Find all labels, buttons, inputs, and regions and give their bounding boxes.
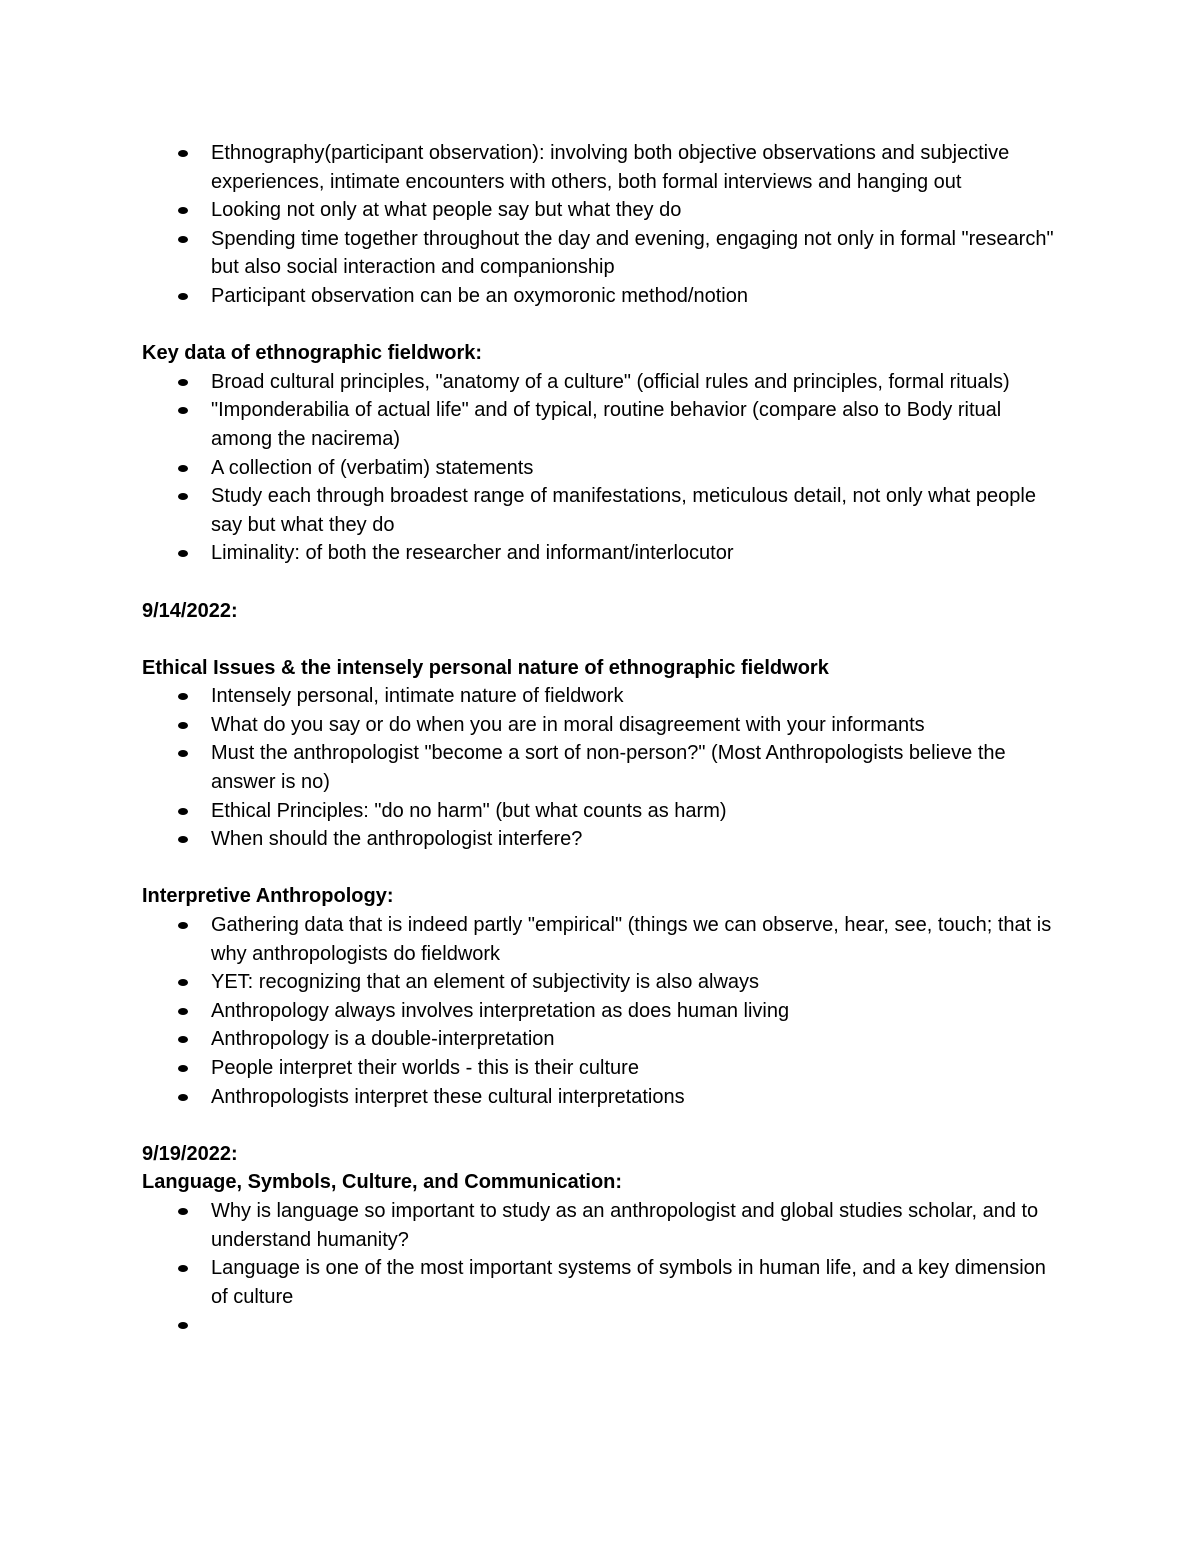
blank-line [142, 854, 1062, 883]
blank-line [142, 625, 1062, 654]
list-item: Anthropologists interpret these cultural interpretations [142, 1083, 1062, 1112]
blank-line [142, 1111, 1062, 1140]
section-heading: Key data of ethnographic fieldwork: [142, 342, 483, 365]
list-item: YET: recognizing that an element of subjectivity is also always [142, 968, 1062, 997]
blank-line [142, 568, 1062, 597]
list-item: "Imponderabilia of actual life" and of typical, routine behavior (compare also to Body ritual among the nacirema) [142, 396, 1062, 453]
date-heading: 9/14/2022: [142, 599, 238, 622]
bullet-icon [178, 150, 188, 157]
list-item [142, 1311, 1062, 1340]
bullet-icon [178, 979, 188, 986]
list-item: Gathering data that is indeed partly "empirical" (things we can observe, hear, see, touch; that is why anthropologists do fieldwork [142, 911, 1062, 968]
section-heading: Language, Symbols, Culture, and Communication: [142, 1171, 623, 1194]
section-language [142, 1140, 1062, 1340]
bullet-list [142, 1197, 1062, 1340]
section-heading: Ethical Issues & the intensely personal nature of ethnographic fieldwork [142, 656, 829, 679]
section-ethnography [142, 139, 1062, 311]
bullet-icon [178, 1008, 188, 1015]
date-heading: 9/19/2022: [142, 1142, 238, 1165]
section-key-data [142, 339, 1062, 568]
list-item: Liminality: of both the researcher and informant/interlocutor [142, 539, 1062, 568]
bullet-icon [178, 1322, 188, 1329]
bullet-icon [178, 293, 188, 300]
bullet-list [142, 139, 1062, 311]
bullet-icon [178, 236, 188, 243]
bullet-icon [178, 808, 188, 815]
section-heading: Interpretive Anthropology: [142, 885, 394, 908]
list-item: Spending time together throughout the day and evening, engaging not only in formal "research" but also social interaction and companionship [142, 225, 1062, 282]
list-item: Looking not only at what people say but what they do [142, 196, 1062, 225]
bullet-list [142, 368, 1062, 568]
list-item: Ethical Principles: "do no harm" (but what counts as harm) [142, 797, 1062, 826]
list-item: Broad cultural principles, "anatomy of a culture" (official rules and principles, formal rituals) [142, 368, 1062, 397]
bullet-icon [178, 722, 188, 729]
list-item: A collection of (verbatim) statements [142, 454, 1062, 483]
bullet-icon [178, 836, 188, 843]
section-interpretive-anthropology [142, 882, 1062, 1111]
bullet-icon [178, 550, 188, 557]
bullet-icon [178, 379, 188, 386]
bullet-icon [178, 693, 188, 700]
blank-line [142, 311, 1062, 340]
bullet-icon [178, 407, 188, 414]
bullet-icon [178, 1265, 188, 1272]
bullet-icon [178, 1036, 188, 1043]
list-item: Why is language so important to study as an anthropologist and global studies scholar, and to understand humanity? [142, 1197, 1062, 1254]
list-item: Anthropology is a double-interpretation [142, 1025, 1062, 1054]
bullet-icon [178, 1065, 188, 1072]
list-item: Anthropology always involves interpretation as does human living [142, 997, 1062, 1026]
bullet-icon [178, 750, 188, 757]
bullet-icon [178, 493, 188, 500]
bullet-icon [178, 1094, 188, 1101]
bullet-icon [178, 922, 188, 929]
list-item: Study each through broadest range of manifestations, meticulous detail, not only what people say but what they do [142, 482, 1062, 539]
bullet-list [142, 911, 1062, 1111]
bullet-icon [178, 1208, 188, 1215]
bullet-list [142, 682, 1062, 854]
list-item: Ethnography(participant observation): involving both objective observations and subjective experiences, intimate encounters with others, both formal interviews and hanging out [142, 139, 1062, 196]
list-item: Intensely personal, intimate nature of fieldwork [142, 682, 1062, 711]
bullet-icon [178, 207, 188, 214]
list-item: What do you say or do when you are in moral disagreement with your informants [142, 711, 1062, 740]
list-item: Participant observation can be an oxymoronic method/notion [142, 282, 1062, 311]
list-item: People interpret their worlds - this is their culture [142, 1054, 1062, 1083]
section-ethical-issues [142, 597, 1062, 854]
document-page [142, 139, 1062, 1340]
list-item: Language is one of the most important systems of symbols in human life, and a key dimension of culture [142, 1254, 1062, 1311]
list-item: Must the anthropologist "become a sort of non-person?" (Most Anthropologists believe the answer is no) [142, 739, 1062, 796]
list-item: When should the anthropologist interfere? [142, 825, 1062, 854]
bullet-icon [178, 465, 188, 472]
